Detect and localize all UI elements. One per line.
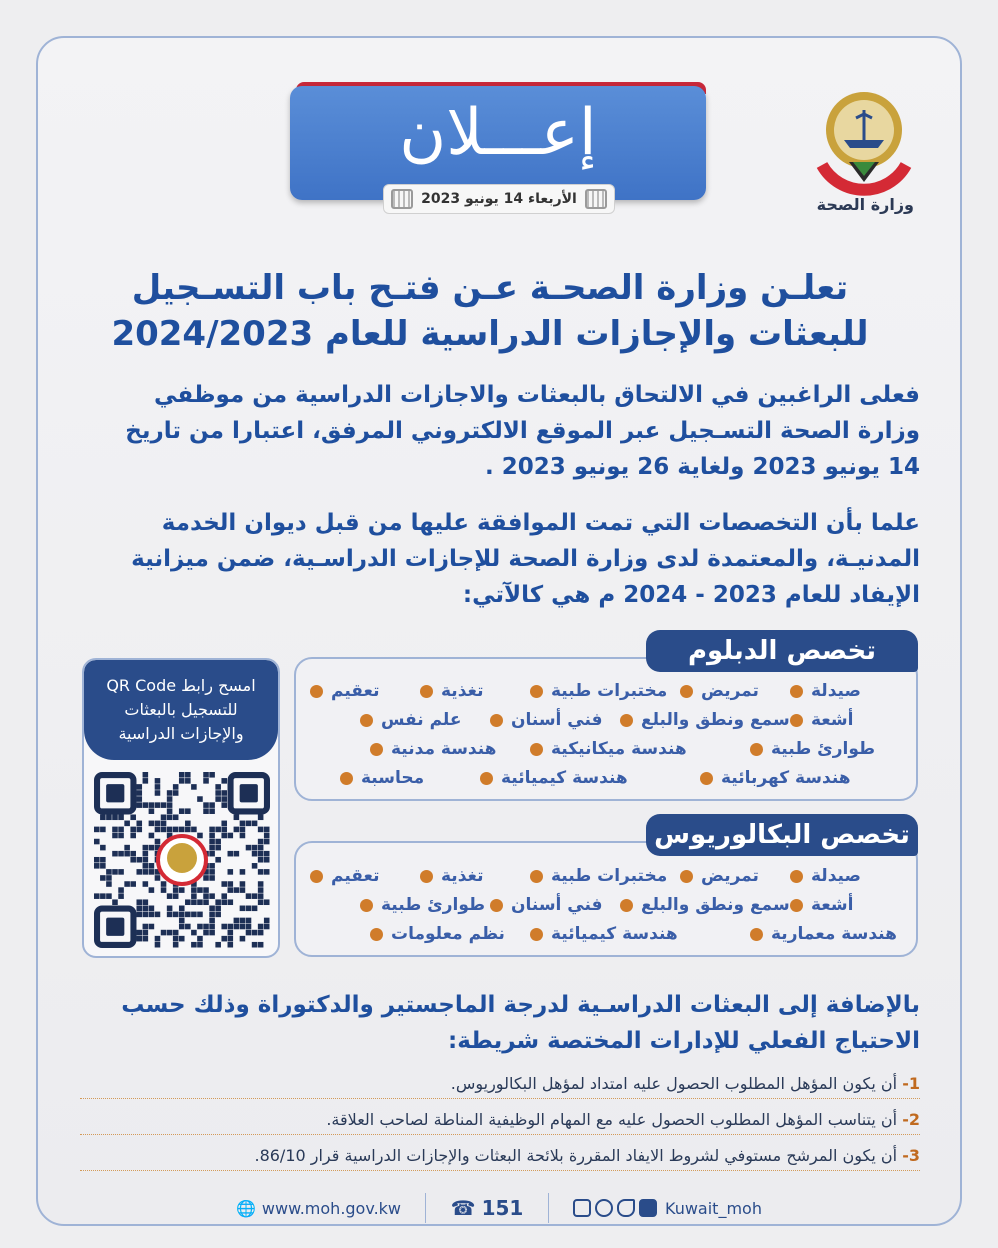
bullet-icon — [420, 685, 433, 698]
diploma-item-label: طوارئ طبية — [771, 739, 875, 759]
phone-icon: ☎ — [450, 1196, 476, 1220]
diploma-row — [300, 706, 900, 734]
diploma-item — [790, 677, 900, 705]
condition-number: 2- — [902, 1110, 920, 1129]
bachelor-item-label: مختبرات طبية — [551, 866, 668, 886]
bachelor-item-label: هندسة كيميائية — [551, 924, 678, 944]
paragraph-1-line-3: 14 يونيو 2023 ولغاية 26 يونيو 2023 . — [485, 454, 920, 480]
bachelor-item-label: طوارئ طبية — [381, 895, 485, 915]
bullet-icon — [530, 743, 543, 756]
diploma-item — [530, 735, 750, 763]
bullet-icon — [310, 685, 323, 698]
footer-social[interactable] — [573, 1199, 762, 1218]
bachelor-row — [300, 920, 900, 948]
paragraph-2-line-3: الإيفاد للعام 2023 - 2024 م هي كالآتي: — [462, 582, 920, 608]
bachelor-item — [530, 920, 750, 948]
bullet-icon — [420, 870, 433, 883]
footer-website[interactable] — [236, 1199, 401, 1218]
calendar-icon — [585, 189, 607, 209]
diploma-item — [420, 677, 530, 705]
diploma-row — [300, 764, 900, 792]
diploma-item — [480, 764, 700, 792]
headline-line-1: تعلـن وزارة الصحـة عـن فتـح باب التسـجيل — [131, 268, 849, 308]
bullet-icon — [790, 899, 803, 912]
diploma-row — [300, 735, 900, 763]
bullet-icon — [620, 899, 633, 912]
diploma-item-label: تغذية — [441, 681, 484, 701]
calendar-icon — [391, 189, 413, 209]
diploma-item — [750, 735, 900, 763]
diploma-item — [340, 764, 480, 792]
bullet-icon — [490, 714, 503, 727]
bullet-icon — [790, 714, 803, 727]
bachelor-item — [530, 862, 680, 890]
diploma-item — [370, 735, 530, 763]
diploma-item-label: هندسة مدنية — [391, 739, 497, 759]
diploma-item-label: علم نفس — [381, 710, 462, 730]
bullet-icon — [680, 870, 693, 883]
bachelor-item — [790, 862, 900, 890]
condition-text: أن يكون المؤهل المطلوب الحصول عليه امتداد لمؤهل البكالوريوس. — [450, 1074, 898, 1093]
paragraph-3-line-1: بالإضافة إلى البعثات الدراسـية لدرجة الماجستير والدكتوراة وذلك حسب — [121, 992, 920, 1018]
divider — [80, 1098, 920, 1099]
diploma-title: تخصص الدبلوم — [646, 630, 918, 672]
hotline-number[interactable]: 151 — [481, 1196, 524, 1220]
bullet-icon — [530, 870, 543, 883]
bullet-icon — [750, 743, 763, 756]
condition-1 — [80, 1074, 920, 1093]
diploma-item-label: تعقيم — [331, 681, 380, 701]
paragraph-1-line-1: فعلى الراغبين في الالتحاق بالبعثات والاجازات الدراسية من موظفي — [154, 382, 920, 408]
instagram-icon[interactable] — [595, 1199, 613, 1217]
bachelor-item — [750, 920, 900, 948]
bullet-icon — [750, 928, 763, 941]
bullet-icon — [480, 772, 493, 785]
qr-caption — [84, 660, 278, 760]
bullet-icon — [530, 685, 543, 698]
diploma-item — [310, 677, 420, 705]
paragraph-2-line-1: علما بأن التخصصات التي تمت الموافقة عليها من قبل ديوان الخدمة — [161, 510, 920, 536]
bachelor-item — [420, 862, 530, 890]
bullet-icon — [370, 928, 383, 941]
diploma-item — [700, 764, 900, 792]
condition-text: أن يكون المرشح مستوفي لشروط الايفاد المقررة بلائحة البعثات والإجازات الدراسية قرار 86/10. — [254, 1146, 898, 1165]
youtube-icon[interactable] — [639, 1199, 657, 1217]
diploma-item — [620, 706, 790, 734]
bullet-icon — [700, 772, 713, 785]
diploma-item-label: أشعة — [811, 710, 854, 730]
bullet-icon — [620, 714, 633, 727]
bachelor-item-label: أشعة — [811, 895, 854, 915]
qr-code[interactable] — [94, 772, 270, 948]
bachelor-item — [490, 891, 620, 919]
bachelor-item-label: هندسة معمارية — [771, 924, 897, 944]
divider — [80, 1170, 920, 1171]
social-icons — [573, 1199, 657, 1217]
diploma-item-label: تمريض — [701, 681, 759, 701]
divider — [425, 1193, 426, 1223]
bachelor-item-label: تمريض — [701, 866, 759, 886]
divider — [80, 1134, 920, 1135]
diploma-item-label: صيدلة — [811, 681, 861, 701]
bullet-icon — [370, 743, 383, 756]
facebook-icon[interactable] — [573, 1199, 591, 1217]
bullet-icon — [680, 685, 693, 698]
ministry-name: وزارة الصحة — [816, 195, 914, 214]
bullet-icon — [310, 870, 323, 883]
bullet-icon — [490, 899, 503, 912]
bachelor-item — [310, 862, 420, 890]
bachelor-item-label: تغذية — [441, 866, 484, 886]
diploma-item — [490, 706, 620, 734]
diploma-item-label: هندسة كيميائية — [501, 768, 628, 788]
diploma-item — [680, 677, 790, 705]
diploma-item-label: فني أسنان — [511, 710, 603, 730]
bachelor-row — [300, 862, 900, 890]
bachelor-row — [300, 891, 900, 919]
bachelor-item — [790, 891, 900, 919]
social-handle[interactable]: Kuwait_moh — [665, 1198, 762, 1218]
divider — [548, 1193, 549, 1223]
qr-box — [82, 658, 280, 958]
bullet-icon — [790, 685, 803, 698]
diploma-item — [360, 706, 490, 734]
date-text: الأربعاء 14 يونيو 2023 — [421, 191, 577, 207]
diploma-item-label: سمع ونطق والبلع — [641, 710, 790, 730]
condition-number: 1- — [902, 1074, 920, 1093]
footer-hotline[interactable] — [451, 1196, 524, 1220]
bullet-icon — [340, 772, 353, 785]
diploma-row — [300, 677, 900, 705]
footer — [236, 1190, 762, 1226]
diploma-item-label: هندسة كهربائية — [721, 768, 851, 788]
bachelor-item — [620, 891, 790, 919]
bullet-icon — [360, 899, 373, 912]
bachelor-item-label: صيدلة — [811, 866, 861, 886]
paragraph-1-line-2: وزارة الصحة التسـجيل عبر الموقع الالكتروني المرفق، اعتبارا من تاريخ — [125, 418, 920, 444]
bachelor-item-label: تعقيم — [331, 866, 380, 886]
qr-caption-line-3: والإجازات الدراسية — [118, 724, 244, 743]
bachelor-item-label: نظم معلومات — [391, 924, 505, 944]
bachelor-item — [680, 862, 790, 890]
diploma-item-label: هندسة ميكانيكية — [551, 739, 687, 759]
bullet-icon — [790, 870, 803, 883]
condition-3 — [80, 1146, 920, 1165]
bachelor-item-label: سمع ونطق والبلع — [641, 895, 790, 915]
qr-caption-line-2: للتسجيل بالبعثات — [124, 700, 238, 719]
website-link[interactable]: www.moh.gov.kw — [261, 1198, 402, 1218]
diploma-item — [790, 706, 900, 734]
condition-text: أن يتناسب المؤهل المطلوب الحصول عليه مع المهام الوظيفية المناطة لصاحب العلاقة. — [326, 1110, 898, 1129]
bachelor-item-label: فني أسنان — [511, 895, 603, 915]
headline-line-2: للبعثات والإجازات الدراسية للعام 2024/2023 — [111, 314, 869, 354]
date-badge — [383, 184, 615, 214]
twitter-icon[interactable] — [617, 1199, 635, 1217]
qr-caption-line-1: امسح رابط QR Code — [106, 676, 256, 695]
bachelor-title: تخصص البكالوريوس — [646, 814, 918, 856]
diploma-item-label: مختبرات طبية — [551, 681, 668, 701]
bullet-icon — [360, 714, 373, 727]
condition-number: 3- — [902, 1146, 920, 1165]
paragraph-3-line-2: الاحتياج الفعلي للإدارات المختصة شريطة: — [448, 1028, 920, 1054]
diploma-item-label: محاسبة — [361, 768, 425, 788]
bachelor-item — [360, 891, 490, 919]
condition-2 — [80, 1110, 920, 1129]
announcement-title: إعـــلان — [399, 96, 597, 170]
paragraph-2-line-2: المدنيـة، والمعتمدة لدى وزارة الصحة للإجازات الدراسـية، ضمن ميزانية — [131, 546, 920, 572]
globe-icon: 🌐 — [236, 1198, 256, 1218]
diploma-item — [530, 677, 680, 705]
bullet-icon — [530, 928, 543, 941]
bachelor-item — [370, 920, 530, 948]
announcement-banner — [290, 86, 706, 200]
